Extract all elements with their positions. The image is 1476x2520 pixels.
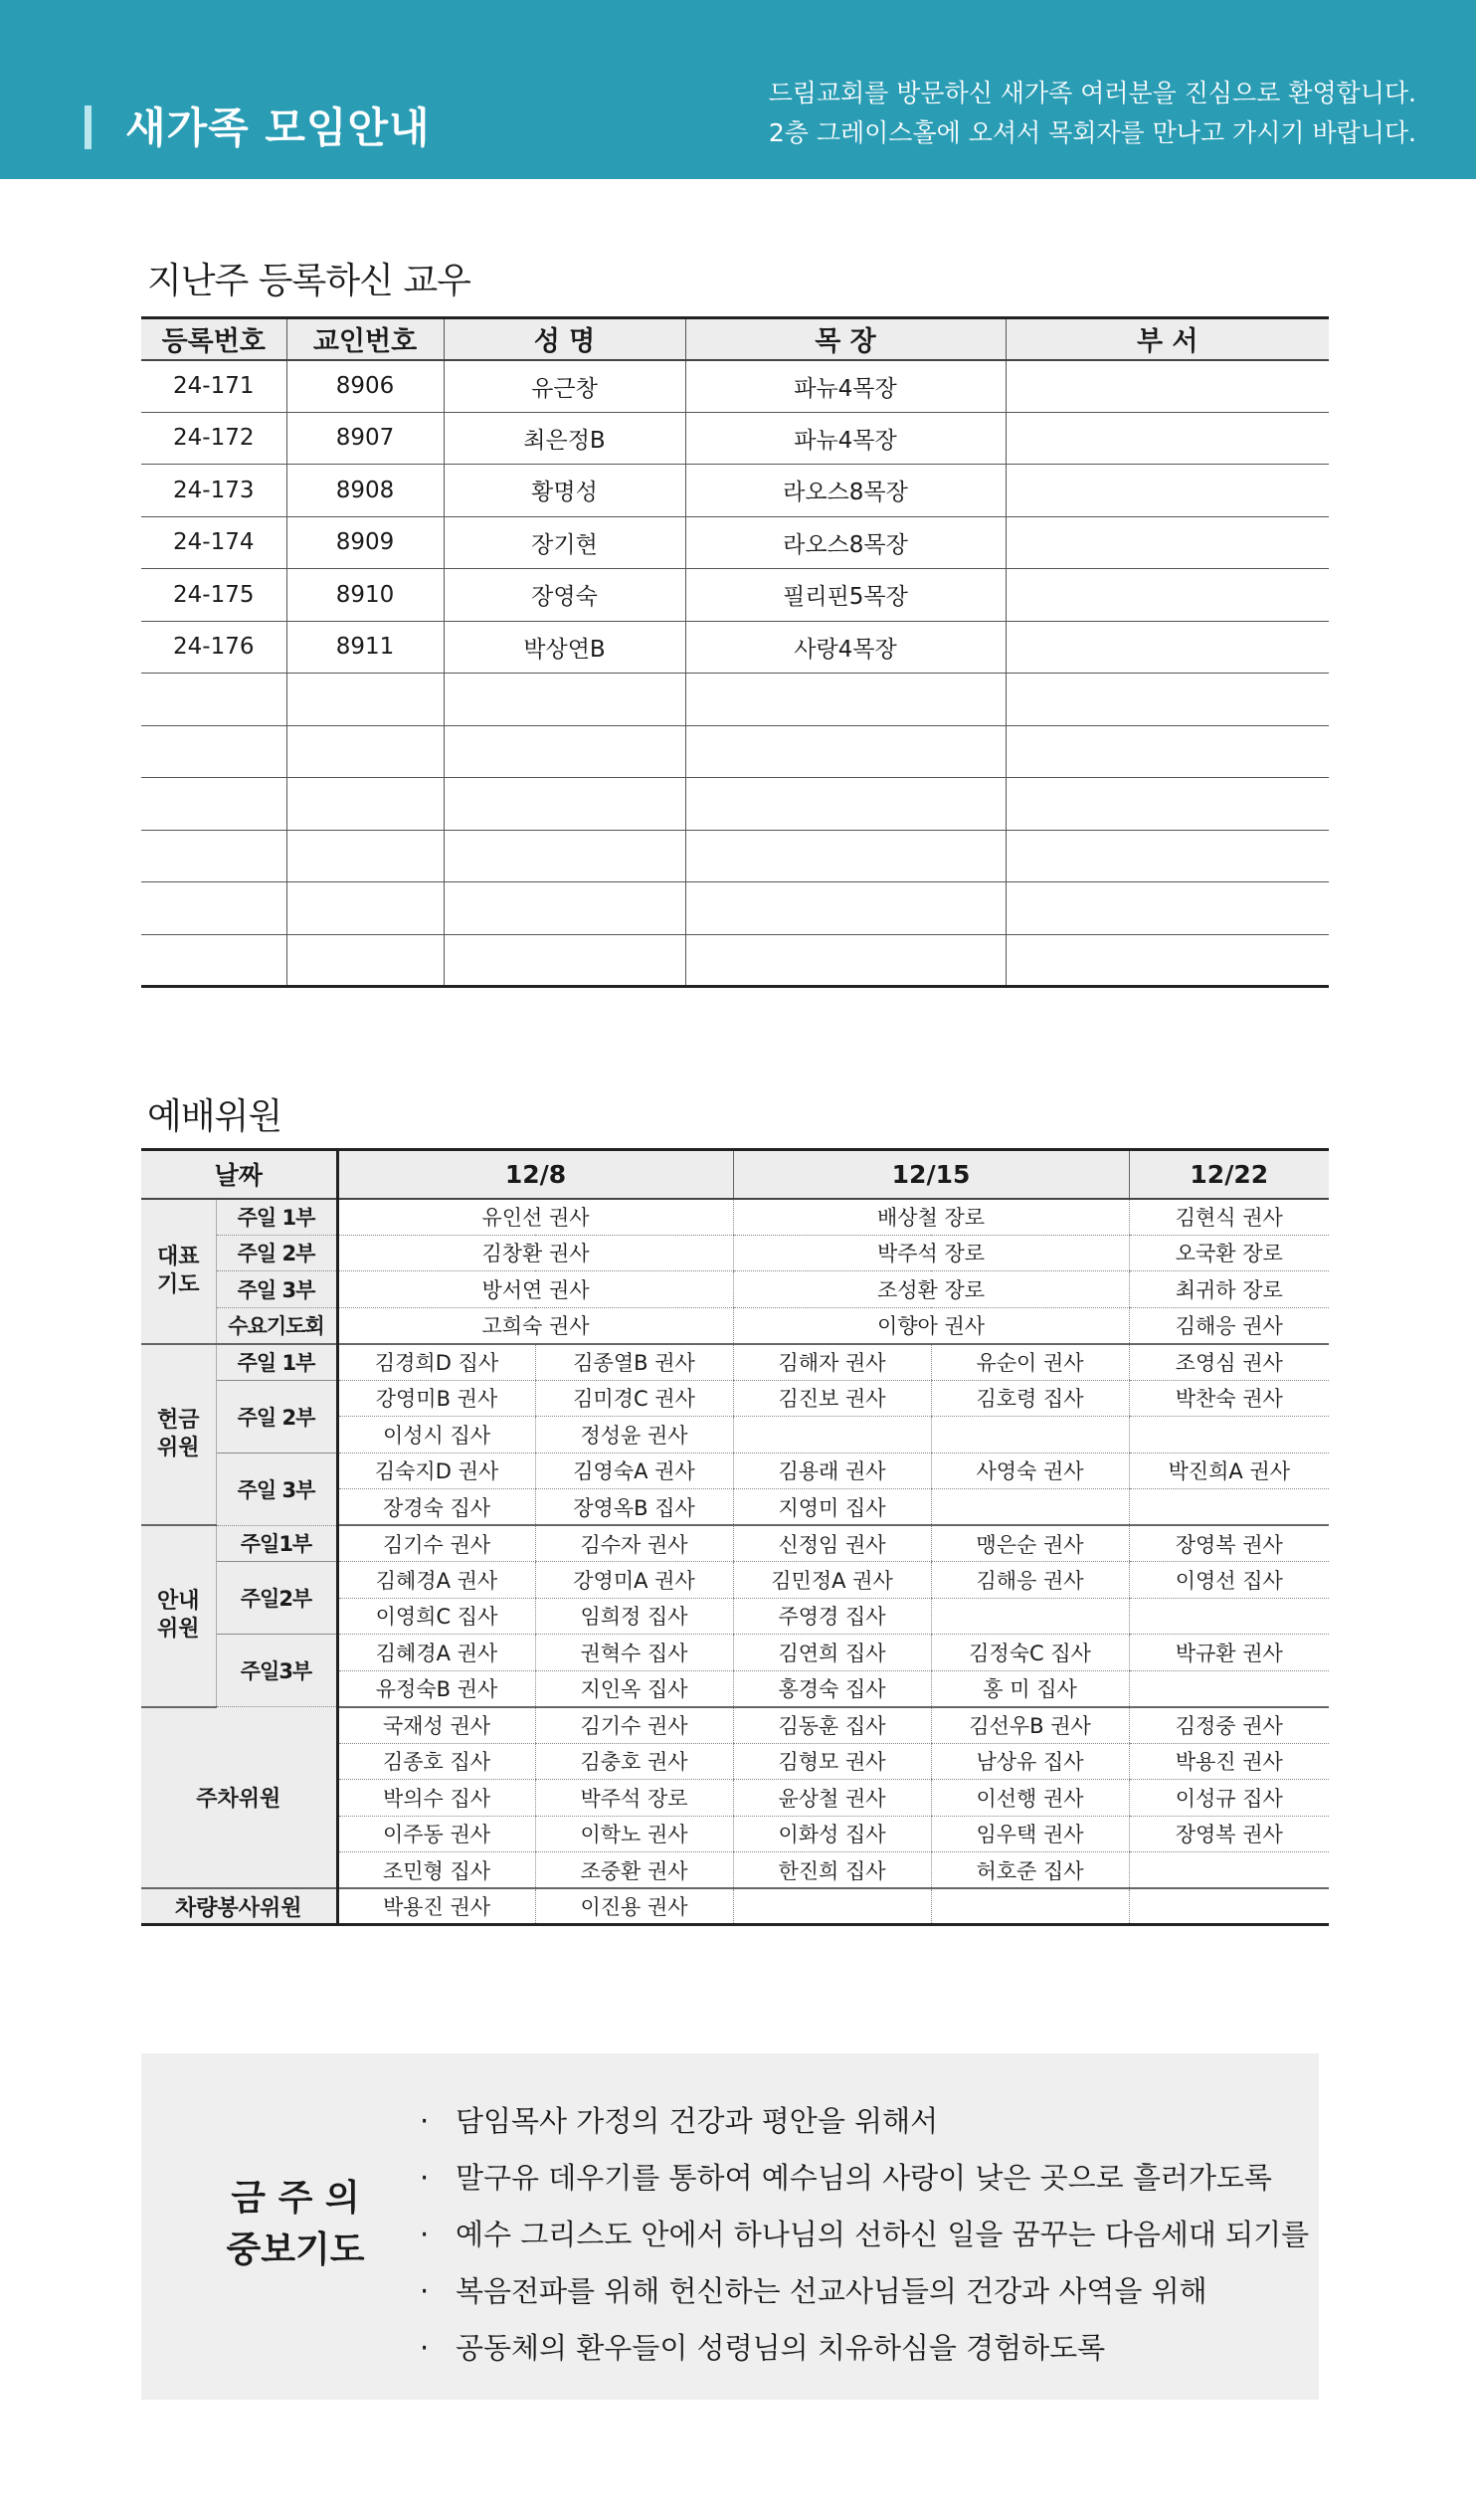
parking-name-cell: 김종호 집사: [337, 1743, 535, 1780]
prayer-item: · 말구유 데우기를 통하여 예수님의 사랑이 낮은 곳으로 흘러가도록: [420, 2150, 1309, 2207]
offering-name-cell: 김종열B 권사: [535, 1344, 733, 1381]
registration-cell: [1006, 465, 1329, 517]
registration-cell: [685, 674, 1006, 726]
registration-cell: 사랑4목장: [685, 621, 1006, 674]
registration-cell: [286, 674, 444, 726]
registration-cell: 24-171: [141, 360, 286, 413]
header-accent-bar: [85, 105, 92, 149]
prayer-item: · 예수 그리스도 안에서 하나님의 선하신 일을 꿈꾸는 다음세대 되기를: [420, 2207, 1309, 2263]
vehicle-name-cell: [733, 1888, 931, 1925]
prayer-leader-cell: 최귀하 장로: [1129, 1271, 1329, 1308]
offering-service-label: 주일 1부: [216, 1344, 337, 1381]
guide-name-cell: 홍 미 집사: [931, 1670, 1129, 1707]
prayer-row: [141, 1307, 1329, 1344]
offering-group-label-text: 헌금 위원: [156, 1407, 200, 1460]
registration-cell: [1006, 516, 1329, 569]
offering-name-cell: 김숙지D 권사: [337, 1453, 535, 1489]
offering-name-cell: [1129, 1489, 1329, 1526]
guide-service-label: 주일3부: [216, 1635, 337, 1707]
guide-name-cell: 임희정 집사: [535, 1598, 733, 1635]
prayer-group-label: [141, 1199, 216, 1344]
guide-name-cell: 신정임 권사: [733, 1525, 931, 1562]
registration-cell: [685, 934, 1006, 987]
guide-name-cell: 권혁수 집사: [535, 1635, 733, 1671]
prayer-service-label: 주일 1부: [216, 1199, 337, 1236]
guide-name-cell: 김수자 권사: [535, 1525, 733, 1562]
guide-name-cell: 유정숙B 권사: [337, 1670, 535, 1707]
guide-name-cell: [931, 1598, 1129, 1635]
prayer-service-label: 수요기도회: [216, 1307, 337, 1344]
parking-name-cell: 이화성 집사: [733, 1816, 931, 1852]
parking-name-cell: 허호준 집사: [931, 1852, 1129, 1889]
registration-cell: 유근창: [444, 360, 685, 413]
header-name: 성 명: [444, 318, 685, 360]
guide-service-label: 주일1부: [216, 1525, 337, 1562]
registration-row: [141, 674, 1329, 726]
welcome-line-1: 드림교회를 방문하신 새가족 여러분을 진심으로 환영합니다.: [768, 79, 1416, 107]
registration-cell: [286, 725, 444, 778]
offering-name-cell: 유순이 권사: [931, 1344, 1129, 1381]
guide-name-cell: 김기수 권사: [337, 1525, 535, 1562]
vehicle-group-label: 차량봉사위원: [141, 1888, 337, 1925]
offering-name-cell: 장영옥B 집사: [535, 1489, 733, 1526]
parking-name-cell: 김정중 권사: [1129, 1707, 1329, 1744]
parking-name-cell: 이성규 집사: [1129, 1780, 1329, 1817]
parking-name-cell: 국재성 권사: [337, 1707, 535, 1744]
worship-title: 예배위원: [147, 1096, 282, 1137]
registration-cell: [444, 725, 685, 778]
registration-row: [141, 778, 1329, 831]
prayer-leader-cell: 김해응 권사: [1129, 1307, 1329, 1344]
offering-name-cell: [931, 1489, 1129, 1526]
prayer-leader-cell: 박주석 장로: [733, 1235, 1129, 1271]
prayer-leader-cell: 고희숙 권사: [337, 1307, 733, 1344]
parking-group-label: 주차위원: [141, 1707, 337, 1889]
registration-cell: [1006, 569, 1329, 622]
parking-name-cell: 한진희 집사: [733, 1852, 931, 1889]
parking-name-cell: 김선우B 권사: [931, 1707, 1129, 1744]
page-title: 새가족 모임안내: [125, 103, 431, 152]
vehicle-name-cell: [1129, 1888, 1329, 1925]
registration-cell: 8910: [286, 569, 444, 622]
parking-name-cell: 이주동 권사: [337, 1816, 535, 1852]
registration-cell: 장영숙: [444, 569, 685, 622]
bullet-icon: ·: [420, 2274, 430, 2308]
vehicle-name-cell: 박용진 권사: [382, 1895, 491, 1919]
registration-cell: [1006, 621, 1329, 674]
guide-name-cell: 이영선 집사: [1129, 1562, 1329, 1599]
registration-cell: [1006, 778, 1329, 831]
guide-name-cell: [1129, 1598, 1329, 1635]
registration-cell: 파뉴4목장: [685, 412, 1006, 465]
header-department: 부 서: [1006, 318, 1329, 360]
registration-cell: 8907: [286, 412, 444, 465]
intercessory-prayer-box: [141, 2053, 1319, 2400]
registration-cell: 장기현: [444, 516, 685, 569]
registration-cell: 필리핀5목장: [685, 569, 1006, 622]
registration-row: [141, 412, 1329, 465]
parking-name-cell: 김형모 권사: [733, 1743, 931, 1780]
prayer-leader-cell: 조성환 장로: [733, 1271, 1129, 1308]
prayer-label-line-1: 금 주 의: [231, 2178, 360, 2219]
registration-cell: [141, 830, 286, 882]
parking-name-cell: 윤상철 권사: [733, 1780, 931, 1817]
guide-name-cell: 김혜경A 권사: [337, 1562, 535, 1599]
prayer-service-label: 주일 3부: [216, 1271, 337, 1308]
prayer-leader-cell: 김창환 권사: [337, 1235, 733, 1271]
prayer-row: [141, 1199, 1329, 1236]
offering-name-cell: 박진희A 권사: [1129, 1453, 1329, 1489]
guide-service-label: 주일2부: [216, 1562, 337, 1635]
registration-cell: [1006, 360, 1329, 413]
registration-cell: [1006, 725, 1329, 778]
registration-row: [141, 934, 1329, 987]
registration-cell: [1006, 934, 1329, 987]
registration-row: [141, 569, 1329, 622]
parking-name-cell: 김동훈 집사: [733, 1707, 931, 1744]
prayer-label-line-2: 중보기도: [226, 2229, 365, 2270]
guide-row: [141, 1562, 1329, 1599]
parking-name-cell: 남상유 집사: [931, 1743, 1129, 1780]
parking-name-cell: 이학노 권사: [535, 1816, 733, 1852]
registration-cell: 황명성: [444, 465, 685, 517]
registration-cell: [444, 934, 685, 987]
registration-cell: [141, 674, 286, 726]
prayer-item: · 담임목사 가정의 건강과 평안을 위해서: [420, 2093, 1309, 2150]
guide-name-cell: [1129, 1670, 1329, 1707]
registration-cell: 박상연B: [444, 621, 685, 674]
registration-row: [141, 882, 1329, 935]
parking-name-cell: 장영복 권사: [1129, 1816, 1329, 1852]
offering-row: [141, 1344, 1329, 1381]
parking-row: [141, 1707, 1329, 1744]
registration-cell: [685, 882, 1006, 935]
parking-name-cell: 박의수 집사: [337, 1780, 535, 1817]
offering-name-cell: 강영미B 권사: [337, 1380, 535, 1417]
registration-cell: 24-174: [141, 516, 286, 569]
welcome-line-2: 2층 그레이스홀에 오셔서 목회자를 만나고 가시기 바랍니다.: [768, 118, 1416, 147]
guide-name-cell: 김해응 권사: [931, 1562, 1129, 1599]
prayer-leader-cell: 오국환 장로: [1129, 1235, 1329, 1271]
registration-title: 지난주 등록하신 교우: [147, 261, 470, 301]
offering-name-cell: [733, 1417, 931, 1454]
registration-cell: 최은정B: [444, 412, 685, 465]
offering-name-cell: 김영숙A 권사: [535, 1453, 733, 1489]
parking-name-cell: 이선행 권사: [931, 1780, 1129, 1817]
offering-name-cell: 김용래 권사: [733, 1453, 931, 1489]
registration-table: [141, 316, 1329, 988]
prayer-leader-cell: 김현식 권사: [1129, 1199, 1329, 1236]
offering-service-label: 주일 2부: [216, 1380, 337, 1453]
prayer-leader-cell: 이향아 권사: [733, 1307, 1129, 1344]
offering-row: [141, 1453, 1329, 1489]
offering-name-cell: [1129, 1417, 1329, 1454]
worship-table: [141, 1148, 1329, 1926]
registration-cell: 라오스8목장: [685, 465, 1006, 517]
offering-name-cell: 김해자 권사: [733, 1344, 931, 1381]
registration-row: [141, 516, 1329, 569]
registration-cell: [286, 778, 444, 831]
registration-row: [141, 725, 1329, 778]
guide-name-cell: 맹은순 권사: [931, 1525, 1129, 1562]
offering-name-cell: 정성윤 권사: [535, 1417, 733, 1454]
header-reg-number: 등록번호: [141, 318, 286, 360]
prayer-item: · 공동체의 환우들이 성령님의 치유하심을 경험하도록: [420, 2320, 1309, 2377]
bullet-icon: ·: [420, 2331, 430, 2365]
parking-name-cell: 박용진 권사: [1129, 1743, 1329, 1780]
guide-name-cell: 장영복 권사: [1129, 1525, 1329, 1562]
registration-cell: [286, 882, 444, 935]
registration-cell: 8906: [286, 360, 444, 413]
parking-name-cell: 조중환 권사: [535, 1852, 733, 1889]
parking-name-cell: [1129, 1852, 1329, 1889]
parking-name-cell: 박주석 장로: [535, 1780, 733, 1817]
parking-name-cell: 김기수 권사: [535, 1707, 733, 1744]
bullet-icon: ·: [420, 2161, 430, 2195]
date-column-3: 12/22: [1129, 1150, 1329, 1199]
vehicle-name-cell: 이진용 권사: [535, 1888, 733, 1925]
registration-cell: [444, 778, 685, 831]
offering-row: [141, 1380, 1329, 1417]
registration-row: [141, 621, 1329, 674]
guide-row: [141, 1635, 1329, 1671]
registration-cell: 24-172: [141, 412, 286, 465]
registration-cell: [444, 830, 685, 882]
header-cell-group: 목 장: [685, 318, 1006, 360]
worship-header-row: [141, 1150, 1329, 1199]
bullet-icon: ·: [420, 2104, 430, 2138]
bullet-icon: ·: [420, 2218, 430, 2251]
guide-name-cell: 강영미A 권사: [535, 1562, 733, 1599]
guide-name-cell: 홍경숙 집사: [733, 1670, 931, 1707]
guide-group-label: [141, 1525, 216, 1707]
date-column-1: 12/8: [337, 1150, 733, 1199]
registration-cell: [685, 725, 1006, 778]
registration-cell: [141, 725, 286, 778]
registration-row: [141, 465, 1329, 517]
offering-name-cell: 사영숙 권사: [931, 1453, 1129, 1489]
registration-cell: [444, 882, 685, 935]
registration-cell: [444, 674, 685, 726]
registration-cell: [286, 934, 444, 987]
registration-cell: [685, 830, 1006, 882]
guide-name-cell: 김혜경A 권사: [337, 1635, 535, 1671]
guide-group-label-text: 안내 위원: [156, 1589, 200, 1643]
registration-cell: [141, 934, 286, 987]
offering-name-cell: 박찬숙 권사: [1129, 1380, 1329, 1417]
registration-header-row: [141, 318, 1329, 360]
welcome-message: [769, 74, 1416, 153]
guide-name-cell: 박규환 권사: [1129, 1635, 1329, 1671]
registration-cell: [685, 778, 1006, 831]
prayer-label: [201, 2173, 390, 2276]
registration-cell: [1006, 882, 1329, 935]
offering-name-cell: 김호령 집사: [931, 1380, 1129, 1417]
registration-cell: [141, 882, 286, 935]
offering-name-cell: 지영미 집사: [733, 1489, 931, 1526]
guide-row: [141, 1525, 1329, 1562]
prayer-row: [141, 1235, 1329, 1271]
registration-cell: [1006, 412, 1329, 465]
prayer-service-label: 주일 2부: [216, 1235, 337, 1271]
offering-service-label: 주일 3부: [216, 1453, 337, 1525]
registration-cell: 8911: [286, 621, 444, 674]
registration-cell: 파뉴4목장: [685, 360, 1006, 413]
parking-name-cell: 임우택 권사: [931, 1816, 1129, 1852]
guide-name-cell: 지인옥 집사: [535, 1670, 733, 1707]
registration-cell: 24-173: [141, 465, 286, 517]
guide-name-cell: 이영희C 집사: [337, 1598, 535, 1635]
registration-cell: [1006, 674, 1329, 726]
date-column-2: 12/15: [733, 1150, 1129, 1199]
registration-cell: [286, 830, 444, 882]
date-label: 날짜: [141, 1150, 337, 1199]
offering-name-cell: 김미경C 권사: [535, 1380, 733, 1417]
guide-name-cell: 김연희 집사: [733, 1635, 931, 1671]
offering-name-cell: [931, 1417, 1129, 1454]
offering-name-cell: 김진보 권사: [733, 1380, 931, 1417]
guide-name-cell: 김민정A 권사: [733, 1562, 931, 1599]
prayer-leader-cell: 유인선 권사: [337, 1199, 733, 1236]
page-header: [0, 0, 1476, 179]
prayer-leader-cell: 배상철 장로: [733, 1199, 1129, 1236]
registration-cell: [141, 778, 286, 831]
prayer-group-text: 대표 기도: [156, 1244, 200, 1297]
parking-name-cell: 조민형 집사: [337, 1852, 535, 1889]
guide-name-cell: 김정숙C 집사: [931, 1635, 1129, 1671]
registration-cell: 8908: [286, 465, 444, 517]
offering-name-cell: 이성시 집사: [337, 1417, 535, 1454]
prayer-leader-cell: 방서연 권사: [337, 1271, 733, 1308]
registration-cell: [1006, 830, 1329, 882]
prayer-list: [420, 2093, 1309, 2377]
offering-name-cell: 조영심 권사: [1129, 1344, 1329, 1381]
offering-group-label: [141, 1344, 216, 1526]
parking-name-cell: 김충호 권사: [535, 1743, 733, 1780]
prayer-row: [141, 1271, 1329, 1308]
offering-name-cell: 장경숙 집사: [337, 1489, 535, 1526]
registration-cell: 라오스8목장: [685, 516, 1006, 569]
header-member-number: 교인번호: [286, 318, 444, 360]
vehicle-row: [141, 1888, 1329, 1925]
vehicle-name-cell: [931, 1888, 1129, 1925]
registration-cell: 24-175: [141, 569, 286, 622]
prayer-item: · 복음전파를 위해 헌신하는 선교사님들의 건강과 사역을 위해: [420, 2263, 1309, 2320]
offering-name-cell: 김경희D 집사: [337, 1344, 535, 1381]
registration-cell: 24-176: [141, 621, 286, 674]
registration-row: [141, 830, 1329, 882]
guide-name-cell: 주영경 집사: [733, 1598, 931, 1635]
registration-cell: 8909: [286, 516, 444, 569]
registration-row: [141, 360, 1329, 413]
